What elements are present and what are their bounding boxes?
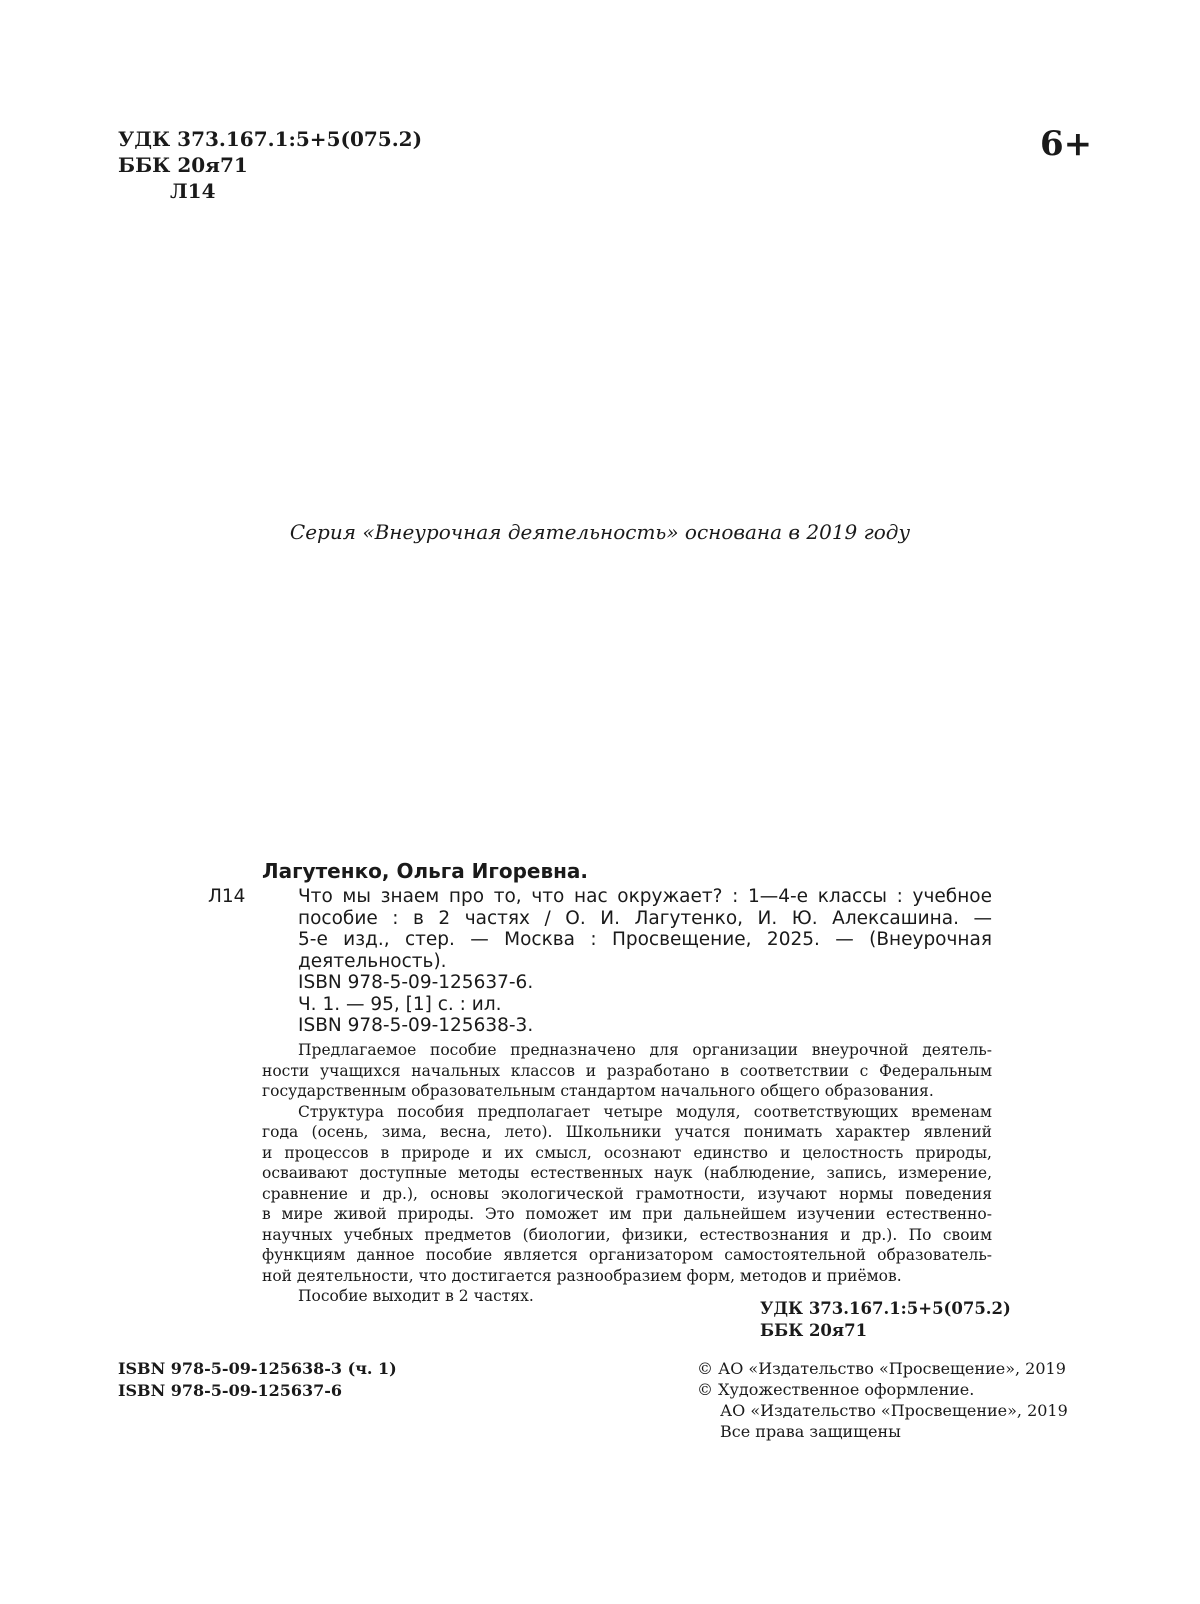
copyright-design-owner: АО «Издательство «Просвещение», 2019 (720, 1401, 1068, 1420)
author-sign: Л14 (170, 179, 216, 203)
bbk-code: ББК 20я71 (118, 153, 248, 177)
annotation-line: сравнение и др.), основы экологической грамотности, изучают нормы поведения (262, 1184, 992, 1203)
footer-isbn-part: ISBN 978-5-09-125638-3 (ч. 1) (118, 1359, 397, 1378)
record-bbk: ББК 20я71 (760, 1321, 868, 1340)
age-rating: 6+ (1040, 124, 1093, 164)
annotation-line: функциям данное пособие является организатором самостоятельной образователь- (262, 1246, 992, 1264)
udk-code: УДК 373.167.1:5+5(075.2) (118, 127, 423, 151)
record-udk: УДК 373.167.1:5+5(075.2) (760, 1299, 1011, 1318)
annotation-line: Предлагаемое пособие предназначено для организации внеурочной деятель- (298, 1041, 992, 1059)
record-description (298, 886, 992, 1037)
annotation-line: года (осень, зима, весна, лето). Школьники учатся понимать характер явлений (262, 1123, 992, 1141)
footer-isbn-set: ISBN 978-5-09-125637-6 (118, 1381, 343, 1400)
copyright-design: © Художественное оформление. (697, 1380, 975, 1399)
annotation-line: и процессов в природе и их смысл, осознают единство и целостность природы, (262, 1143, 992, 1162)
annotation-line: государственным образовательным стандартом начального общего образования. (262, 1082, 934, 1100)
annotation-line: научных учебных предметов (биологии, физики, естествознания и др.). По своим (262, 1225, 992, 1244)
record-isbn-part: ISBN 978-5-09-125638-3. (298, 1015, 534, 1036)
annotation-line: ности учащихся начальных классов и разработано в соответствии с Федеральным (262, 1061, 992, 1080)
annotation-line: ной деятельности, что достигается разнообразием форм, методов и приёмов. (262, 1266, 902, 1285)
annotation-line: в мире живой природы. Это поможет им при дальнейшем изучении естественно- (262, 1205, 992, 1223)
annotation-line: Пособие выходит в 2 частях. (298, 1287, 534, 1305)
series-note: Серия «Внеурочная деятельность» основана в 2019 году (289, 520, 911, 544)
record-line: Что мы знаем про то, что нас окружает? : 1—4-е классы : учебное (298, 886, 992, 907)
record-line: пособие : в 2 частях / О. И. Лагутенко, И. Ю. Алексашина. — (298, 907, 992, 929)
copyright-publisher: © АО «Издательство «Просвещение», 2019 (697, 1359, 1066, 1378)
rights-reserved: Все права защищены (720, 1422, 901, 1441)
record-author: Лагутенко, Ольга Игоревна. (262, 859, 589, 883)
record-annotation (262, 1040, 992, 1307)
record-line: 5-е изд., стер. — Москва : Просвещение, 2025. — (Внеурочная (298, 929, 992, 950)
annotation-line: Структура пособия предполагает четыре модуля, соответствующих временам (298, 1102, 992, 1121)
record-part: Ч. 1. — 95, [1] с. : ил. (298, 993, 502, 1015)
record-line: деятельность). (298, 950, 447, 972)
annotation-line: осваивают доступные методы естественных наук (наблюдение, запись, измерение, (262, 1164, 992, 1182)
record-author-sign: Л14 (208, 886, 246, 907)
record-isbn-set: ISBN 978-5-09-125637-6. (298, 972, 534, 993)
